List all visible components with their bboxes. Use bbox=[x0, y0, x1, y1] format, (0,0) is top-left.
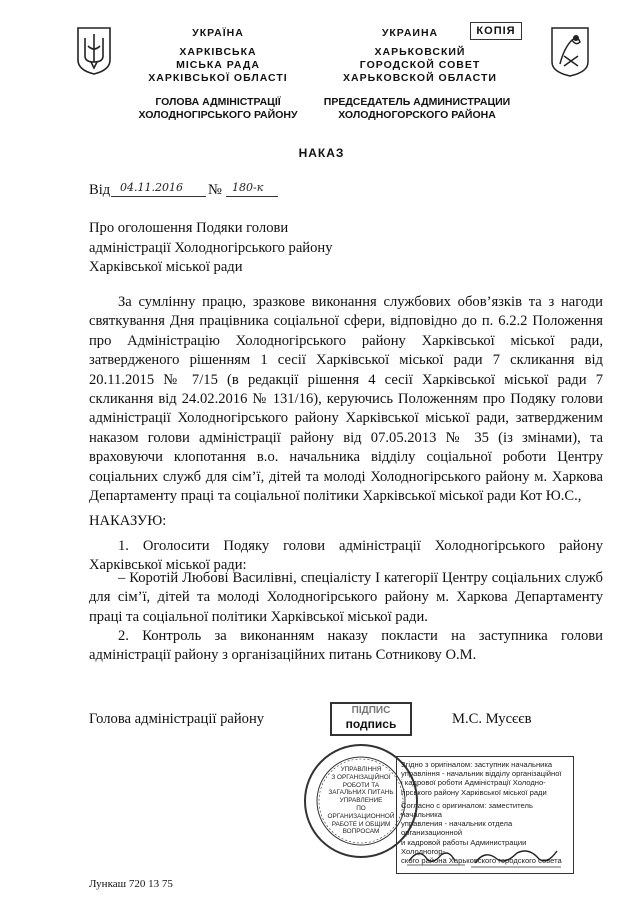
seal-line: З ОРГАНІЗАЦІЙНОЇ bbox=[331, 773, 391, 781]
certification-stamp bbox=[396, 756, 574, 874]
header-left-position bbox=[123, 96, 313, 122]
header-right-council-line: ГОРОДСКОЙ СОВЕТ bbox=[359, 59, 481, 71]
header-right-council-line: ХАРЬКОВСКОЙ ОБЛАСТИ bbox=[343, 72, 497, 84]
seal-line: УПРАВЛЕНИЕ bbox=[339, 797, 383, 805]
order-word: НАКАЗУЮ: bbox=[89, 513, 167, 529]
subject-line: Харківської міської ради bbox=[89, 259, 243, 275]
date-label: Від bbox=[89, 182, 111, 198]
number-label: № bbox=[208, 182, 222, 198]
certification-line: Згідно з оригіналом: заступник начальника bbox=[401, 760, 553, 769]
number-underline bbox=[226, 196, 278, 197]
handwritten-signature-icon bbox=[405, 843, 565, 869]
certification-line: ского района Харьковского городского совета bbox=[401, 856, 562, 866]
date-value: 04.11.2016 bbox=[120, 181, 183, 194]
seal-line: РАБОТЕ И ОБЩИМ bbox=[331, 820, 391, 828]
header-left-country: УКРАЇНА bbox=[192, 27, 244, 39]
coat-of-arms-kharkiv-icon bbox=[550, 26, 590, 78]
seal-line: ЗАГАЛЬНИХ ПИТАНЬ bbox=[328, 789, 394, 797]
certification-line: і кадрової роботи Адміністрації Холодно- bbox=[401, 778, 546, 788]
seal-line: РОБОТИ ТА bbox=[342, 781, 380, 789]
header-left-council-line: ХАРКІВСЬКА bbox=[179, 46, 257, 58]
footer-author: Лункаш 720 13 75 bbox=[89, 878, 173, 890]
signature-name: М.С. Мусєєв bbox=[452, 711, 532, 727]
number-value: 180-к bbox=[232, 181, 264, 194]
document-title: НАКАЗ bbox=[298, 146, 345, 160]
certification-ua bbox=[401, 760, 569, 797]
header-left-council-line: ХАРКІВСЬКОЇ ОБЛАСТІ bbox=[148, 72, 288, 84]
header-left-position-line: ГОЛОВА АДМІНІСТРАЦІЇ bbox=[155, 96, 281, 108]
order-item-1: 1. Оголосити Подяку голови адміністрації Холодногірського району Харківської міської ради: bbox=[89, 538, 603, 574]
header-left-council bbox=[138, 46, 298, 85]
certification-line: управління - начальник відділу організаційної bbox=[401, 769, 562, 779]
document-subject bbox=[89, 219, 333, 278]
header-right-position-line: ХОЛОДНОГОРСКОГО РАЙОНА bbox=[338, 109, 496, 121]
copy-stamp: КОПІЯ bbox=[470, 22, 522, 40]
header-right-country: УКРАИНА bbox=[381, 27, 439, 39]
signature-stamp-bottom: подпись bbox=[345, 717, 397, 731]
header-right-council bbox=[330, 46, 510, 85]
subject-line: адміністрації Холодногірського району bbox=[89, 239, 333, 256]
header-right-council-line: ХАРЬКОВСКИЙ bbox=[374, 46, 466, 58]
signature-stamp-top: ПІДПИС bbox=[351, 705, 391, 716]
header-right-position-line: ПРЕДСЕДАТЕЛЬ АДМИНИСТРАЦИИ bbox=[323, 96, 511, 108]
certification-line: Согласно с оригиналом: заместитель начальника bbox=[401, 800, 533, 820]
preamble-paragraph: За сумлінну працю, зразкове виконання службових обов’язків та з нагоди святкування Дня працівника соціальної сфери, відповідно до п. 6.2.2 Положення про Адміністрацію Холодногірського району Харківської міської ради, затвердженого рішенням 1 сесії Харківської міської ради 7 скликання від 20.11.2015 № 7/15 (в редакції рішення 4 сесії Харківської міської ради 7 скликання від 24.02.2016 № 131/16), керуючись Положенням про Подяку голови адміністрації Холодногірського району Харківської міської ради, затвердженим наказом голови адміністрації району від 07.05.2013 № 35 (із змінами), та враховуючи клопотання в.о. начальника відділу соціальної роботи Центру соціальних служб для сім’ї, дітей та молоді Холодногірського району м. Харкова Департаменту праці та соціальної політики Харківської міської ради Кот Ю.С., bbox=[89, 294, 603, 505]
order-item-2: 2. Контроль за виконанням наказу покласти на заступника голови адміністрації району з організаційних питань Сотникову О.М. bbox=[89, 628, 603, 664]
certification-line: и кадровой работы Администрации Холодногор- bbox=[401, 837, 527, 856]
header-left-council-line: МІСЬКА РАДА bbox=[176, 59, 260, 71]
header-right-position bbox=[317, 96, 517, 122]
header-left-position-line: ХОЛОДНОГІРСЬКОГО РАЙОНУ bbox=[138, 109, 298, 121]
certification-line: управления - начальник отдела организационной bbox=[401, 819, 513, 838]
signature-position: Голова адміністрації району bbox=[89, 711, 265, 727]
certification-line: гірського району Харківської міської ради bbox=[401, 787, 547, 797]
seal-line: УПРАВЛІННЯ bbox=[340, 766, 382, 773]
coat-of-arms-ukraine-icon bbox=[76, 26, 112, 76]
subject-line: Про оголошення Подяки голови bbox=[89, 220, 289, 236]
signature-stamp bbox=[330, 702, 412, 736]
seal-line: ВОПРОСАМ bbox=[342, 828, 380, 836]
date-underline bbox=[111, 196, 206, 197]
order-item-1-sub: – Коротій Любові Василівні, спеціалісту I категорії Центру соціальних служб для сім’ї, дітей та молоді Холодногірського району м. Харкова Департаменту праці та соціальної політики Харківської міської ради. bbox=[89, 570, 603, 625]
seal-line: ПО ОРГАНИЗАЦИОННОЙ bbox=[327, 804, 395, 820]
